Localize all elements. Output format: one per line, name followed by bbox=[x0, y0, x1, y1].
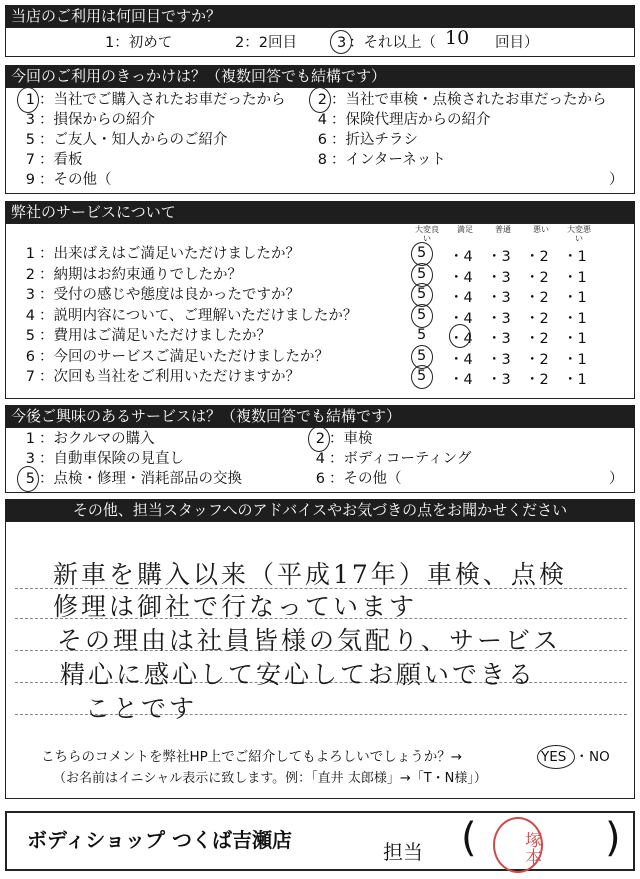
q3-question-7: 7 ：次回も当社をご利用いただけますか？ bbox=[25, 369, 300, 385]
scale-header-4: 満足 bbox=[457, 225, 473, 234]
rating-option-3[interactable]: ・3 bbox=[487, 372, 511, 388]
q2-item-2-circle bbox=[309, 87, 331, 113]
survey-sheet bbox=[5, 5, 635, 873]
q2-item-5[interactable]: 5 ：ご友人・知人からのご紹介 bbox=[25, 132, 228, 148]
rating-option-1[interactable]: ・1 bbox=[563, 270, 587, 286]
q3-question-2: 2 ：納期はお約束通りでしたか？ bbox=[25, 267, 242, 283]
q3-question-3: 3 ：受付の感じや態度は良かったですか？ bbox=[25, 287, 300, 303]
q4-item-2-circle bbox=[308, 426, 330, 452]
stamp-text: 塚本 bbox=[521, 831, 541, 865]
consent-yes-circle bbox=[537, 745, 575, 769]
q5-title: その他、担当スタッフへのアドバイスやお気づきの点をお聞かせください bbox=[72, 501, 568, 519]
q2-item-1[interactable]: 1 ：当社でご購入されたお車だったから bbox=[25, 92, 286, 108]
rating-option-5[interactable]: 5 bbox=[417, 327, 427, 343]
rating-option-5[interactable]: 5 bbox=[417, 348, 427, 364]
rating-option-3[interactable]: ・3 bbox=[487, 270, 511, 286]
q4-item-4[interactable]: 4 ：ボディコーティング bbox=[315, 451, 472, 467]
comment-line-2: 修理は御社で行なっています bbox=[53, 592, 418, 621]
staff-stamp bbox=[493, 817, 543, 873]
rating-option-2[interactable]: ・2 bbox=[525, 372, 549, 388]
rating-option-1[interactable]: ・1 bbox=[563, 311, 587, 327]
q3-rating-circle-5 bbox=[449, 324, 471, 348]
q1-box bbox=[5, 27, 635, 57]
rating-option-4[interactable]: ・4 bbox=[449, 352, 473, 368]
rating-option-5[interactable]: 5 bbox=[417, 266, 427, 282]
rating-option-3[interactable]: ・3 bbox=[487, 290, 511, 306]
q1-header bbox=[5, 5, 635, 27]
q1-option-3[interactable]: 3 bbox=[337, 35, 347, 51]
q2-item-8[interactable]: 8 ：インターネット bbox=[317, 152, 446, 168]
rating-option-1[interactable]: ・1 bbox=[563, 290, 587, 306]
q2-item-4[interactable]: 4 ：保険代理店からの紹介 bbox=[317, 112, 491, 128]
q2-header bbox=[5, 65, 635, 87]
q1-title: 当店のご利用は何回目ですか？ bbox=[11, 7, 222, 25]
staff-close-paren: ) bbox=[605, 815, 621, 861]
q3-rating-circle-4 bbox=[411, 304, 433, 328]
rating-option-5[interactable]: 5 bbox=[417, 245, 427, 261]
consent-separator: ・ bbox=[575, 749, 589, 765]
q4-item-5-circle bbox=[17, 466, 39, 492]
q2-item-2[interactable]: 2 ：当社で車検・点検されたお車だったから bbox=[317, 92, 607, 108]
q2-item-3[interactable]: 3 ：損保からの紹介 bbox=[25, 112, 155, 128]
q1-count-handwritten: 10 bbox=[445, 27, 470, 49]
q5-header bbox=[5, 499, 635, 521]
q4-item-5[interactable]: 5 ：点検・修理・消耗部品の交換 bbox=[25, 471, 242, 487]
comment-line-1: 新車を購入以来（平成17年）車検、点検 bbox=[53, 560, 567, 589]
q2-item-6[interactable]: 6 ：折込チラシ bbox=[317, 132, 418, 148]
q4-header bbox=[5, 405, 635, 427]
scale-header-5: 大変良い bbox=[415, 225, 439, 243]
q4-title: 今後ご興味のあるサービスは？（複数回答でも結構です） bbox=[11, 407, 402, 425]
q1-option-2[interactable]: 2：2回目 bbox=[235, 35, 297, 51]
rating-option-1[interactable]: ・1 bbox=[563, 331, 587, 347]
q2-title: 今回のご利用のきっかけは？（複数回答でも結構です） bbox=[11, 67, 387, 85]
rating-option-3[interactable]: ・3 bbox=[487, 311, 511, 327]
q4-item-3[interactable]: 3 ：自動車保険の見直し bbox=[25, 451, 184, 467]
rating-option-5[interactable]: 5 bbox=[417, 307, 427, 323]
q1-unit: 回目） bbox=[495, 35, 539, 51]
rating-option-5[interactable]: 5 bbox=[417, 368, 427, 384]
rating-option-4[interactable]: ・4 bbox=[449, 372, 473, 388]
rating-option-4[interactable]: ・4 bbox=[449, 249, 473, 265]
rating-option-2[interactable]: ・2 bbox=[525, 311, 549, 327]
rating-option-4[interactable]: ・4 bbox=[449, 270, 473, 286]
q2-item-9[interactable]: 9 ：その他（ bbox=[25, 172, 112, 188]
q2-close-paren: ） bbox=[609, 172, 624, 188]
comment-line-3: その理由は社員皆様の気配り、サービス bbox=[57, 626, 562, 655]
q2-item-1-circle bbox=[17, 87, 39, 113]
rating-option-1[interactable]: ・1 bbox=[563, 249, 587, 265]
comment-line-5: ことです bbox=[85, 694, 198, 723]
q3-title: 弊社のサービスについて bbox=[11, 203, 176, 221]
rating-option-3[interactable]: ・3 bbox=[487, 331, 511, 347]
q4-item-6[interactable]: 6 ：その他（ bbox=[315, 471, 402, 487]
rating-option-2[interactable]: ・2 bbox=[525, 270, 549, 286]
q3-question-6: 6 ：今回のサービスご満足いただけましたか？ bbox=[25, 349, 329, 365]
consent-yes[interactable]: YES bbox=[541, 749, 567, 765]
rating-option-4[interactable]: ・4 bbox=[449, 290, 473, 306]
scale-header-2: 悪い bbox=[533, 225, 549, 234]
q2-item-7[interactable]: 7 ：看板 bbox=[25, 152, 83, 168]
rating-option-3[interactable]: ・3 bbox=[487, 249, 511, 265]
q3-question-1: 1 ：出来ばえはご満足いただけましたか？ bbox=[25, 246, 300, 262]
scale-header-1: 大変悪い bbox=[567, 225, 591, 243]
q4-item-1[interactable]: 1 ：おクルマの購入 bbox=[25, 431, 155, 447]
q3-question-4: 4 ：説明内容について、ご理解いただけましたか？ bbox=[25, 308, 358, 324]
q3-header bbox=[5, 201, 635, 223]
rating-option-2[interactable]: ・2 bbox=[525, 352, 549, 368]
staff-label: 担当 bbox=[383, 840, 423, 864]
consent-question: こちらのコメントを弊社HP上でご紹介してもよろしいでしょうか？→ bbox=[41, 749, 463, 765]
consent-note: （お名前はイニシャル表示に致します。例：「直井 太郎様」→「T・N様」） bbox=[53, 771, 487, 786]
rating-option-2[interactable]: ・2 bbox=[525, 290, 549, 306]
rating-option-1[interactable]: ・1 bbox=[563, 352, 587, 368]
q4-item-2[interactable]: 2 ：車検 bbox=[315, 431, 373, 447]
rating-option-2[interactable]: ・2 bbox=[525, 331, 549, 347]
consent-no[interactable]: NO bbox=[589, 749, 610, 765]
q3-rating-circle-7 bbox=[411, 365, 433, 389]
staff-open-paren: ( bbox=[461, 815, 477, 861]
rating-option-1[interactable]: ・1 bbox=[563, 372, 587, 388]
q1-option-1[interactable]: 1：初めて bbox=[105, 35, 173, 51]
q3-question-5: 5 ：費用はご満足いただけましたか？ bbox=[25, 328, 271, 344]
scale-header-3: 普通 bbox=[495, 225, 511, 234]
rating-option-5[interactable]: 5 bbox=[417, 286, 427, 302]
q4-close-paren: ） bbox=[609, 471, 624, 487]
comment-line-4: 精心に感心して安心してお願いできる bbox=[60, 660, 537, 689]
shop-name: ボディショップ つくば吉瀬店 bbox=[27, 828, 292, 852]
rating-option-3[interactable]: ・3 bbox=[487, 352, 511, 368]
rating-option-4[interactable]: ・4 bbox=[449, 331, 473, 347]
rating-option-2[interactable]: ・2 bbox=[525, 249, 549, 265]
rating-option-4[interactable]: ・4 bbox=[449, 311, 473, 327]
q1-option-3-label: ：それ以上（ bbox=[349, 35, 436, 51]
